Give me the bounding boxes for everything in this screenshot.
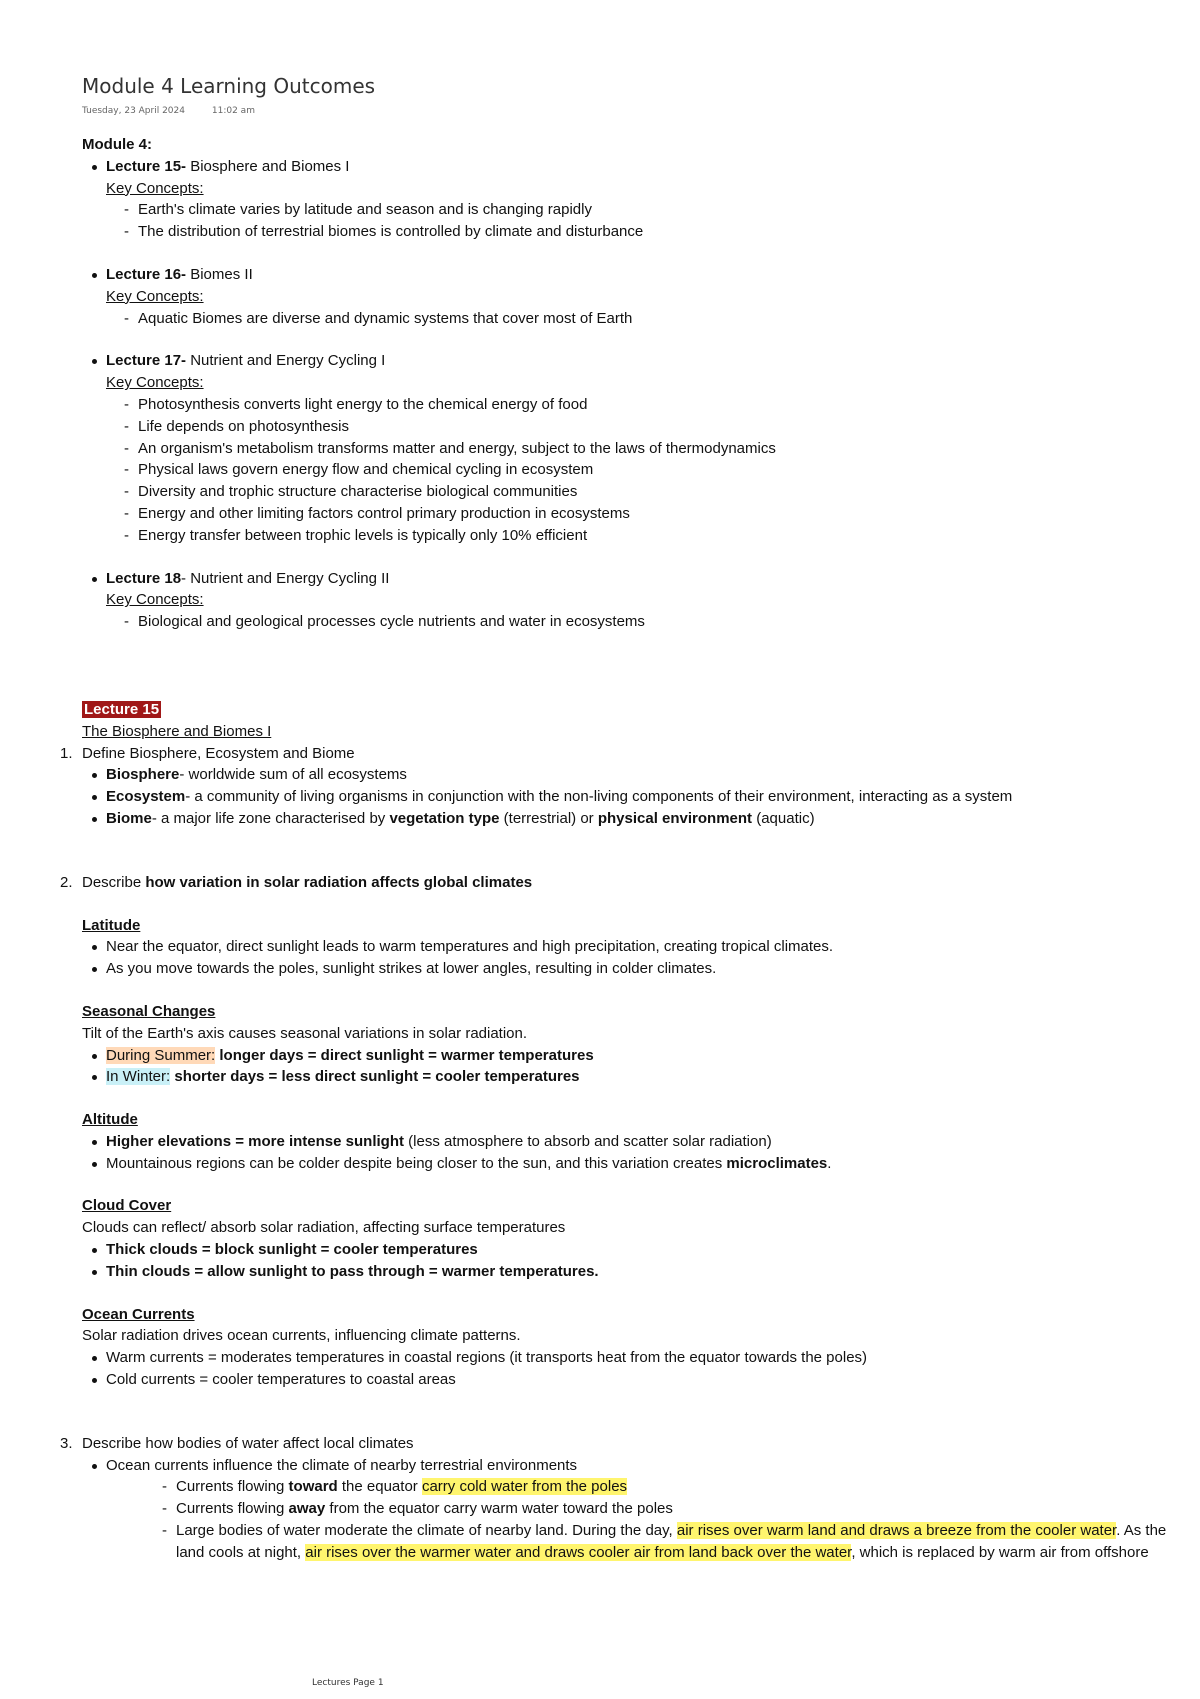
concept-list (106, 394, 1172, 547)
list-item-bold: microclimates (726, 1154, 828, 1172)
definition-list (82, 764, 1172, 829)
definition: - worldwide sum of all ecosystems (179, 766, 407, 784)
list-item: Near the equator, direct sunlight leads to warm temperatures and high precipitation, creating tropical climates. (106, 936, 1172, 958)
ocean-heading: Ocean Currents (82, 1305, 195, 1323)
water-list (82, 1455, 1172, 1477)
currents-list (82, 1476, 1172, 1563)
page-meta (82, 106, 255, 116)
definition-bold: physical environment (597, 809, 753, 827)
lecture-title: Biosphere and Biomes I (186, 157, 350, 175)
key-concepts-label: Key Concepts: (106, 287, 204, 305)
definition-bold: vegetation type (389, 809, 500, 827)
summer-text: longer days = direct sunlight = warmer temperatures (215, 1046, 594, 1064)
list-item (106, 1455, 1172, 1477)
question-text: Define Biosphere, Ecosystem and Biome (82, 744, 355, 762)
question-2 (60, 872, 1172, 894)
lecture-title: Biomes II (186, 265, 253, 283)
question-number: 1. (60, 744, 73, 762)
lecture-title: Nutrient and Energy Cycling I (186, 352, 386, 370)
page-date: Tuesday, 23 April 2024 (82, 106, 185, 116)
cloud-list (82, 1239, 1172, 1283)
list-item-text: . (827, 1154, 832, 1172)
question-1 (60, 743, 1172, 830)
list-item: Cold currents = cooler temperatures to coastal areas (106, 1369, 1172, 1391)
winter-highlight: In Winter: (106, 1068, 171, 1086)
ocean-list (82, 1347, 1172, 1391)
question-text: Describe how bodies of water affect local climates (82, 1434, 414, 1452)
list-item: Thick clouds = block sunlight = cooler temperatures (106, 1239, 1172, 1261)
lecture-15-section (60, 699, 1172, 1564)
lecture-label: Lecture 17- (106, 352, 187, 370)
concept-item: - Photosynthesis converts light energy to the chemical energy of food (138, 394, 1172, 416)
definition-item (106, 808, 1172, 830)
list-item: Warm currents = moderates temperatures in coastal regions (it transports heat from the equator towards the poles) (106, 1347, 1172, 1369)
yellow-highlight: carry cold water from the poles (421, 1478, 628, 1496)
list-item-text: , which is replaced by warm air from offshore (851, 1543, 1149, 1561)
concept-list (106, 611, 1172, 633)
concept-item: - Earth's climate varies by latitude and season and is changing rapidly (138, 199, 1172, 221)
page-title: Module 4 Learning Outcomes (82, 74, 376, 98)
concept-list (106, 308, 1172, 330)
cloud-heading: Cloud Cover (82, 1197, 172, 1215)
key-concepts-label: Key Concepts: (106, 591, 204, 609)
concept-item: - Life depends on photosynthesis (138, 416, 1172, 438)
list-item-bold: toward (288, 1478, 338, 1496)
list-item (176, 1520, 1172, 1564)
list-item: As you move towards the poles, sunlight strikes at lower angles, resulting in colder climates. (106, 958, 1172, 980)
latitude-list (82, 936, 1172, 980)
list-item (106, 1131, 1172, 1153)
page-footer: Lectures Page 1 (312, 1678, 384, 1688)
concept-item: - The distribution of terrestrial biomes is controlled by climate and disturbance (138, 221, 1172, 243)
concept-item: - Physical laws govern energy flow and chemical cycling in ecosystem (138, 459, 1172, 481)
yellow-highlight: air rises over the warmer water and draws cooler air from land back over the water (305, 1543, 852, 1561)
lecture-title: - Nutrient and Energy Cycling II (181, 569, 390, 587)
lecture-label: Lecture 16- (106, 265, 187, 283)
lecture-item (106, 568, 1172, 633)
question-text-bold: how variation in solar radiation affects global climates (145, 873, 533, 891)
question-text: Describe (82, 873, 146, 891)
concept-list (106, 199, 1172, 243)
list-item-text: (less atmosphere to absorb and scatter solar radiation) (404, 1132, 772, 1150)
lecture-item (106, 156, 1172, 264)
summer-highlight: During Summer: (106, 1046, 216, 1064)
ocean-intro: Solar radiation drives ocean currents, influencing climate patterns. (82, 1327, 521, 1345)
list-item-text: . As the land cools at night, (176, 1522, 1167, 1561)
concept-item: - An organism's metabolism transforms matter and energy, subject to the laws of thermodynamics (138, 438, 1172, 460)
term: Biosphere (106, 766, 180, 784)
lecture-label: Lecture 18 (106, 569, 182, 587)
concept-item: - Aquatic Biomes are diverse and dynamic systems that cover most of Earth (138, 308, 1172, 330)
term: Biome (106, 809, 152, 827)
list-item (176, 1498, 1172, 1520)
lecture-list (82, 156, 1172, 633)
list-item-text: Currents flowing (176, 1478, 289, 1496)
concept-item: - Diversity and trophic structure characterise biological communities (138, 481, 1172, 503)
cloud-intro: Clouds can reflect/ absorb solar radiation, affecting surface temperatures (82, 1219, 566, 1237)
lecture-label: Lecture 15- (106, 157, 187, 175)
list-item-text: Mountainous regions can be colder despite being closer to the sun, and this variation creates (106, 1154, 727, 1172)
note-content (60, 134, 1172, 1564)
list-item (176, 1476, 1172, 1498)
key-concepts-label: Key Concepts: (106, 374, 204, 392)
altitude-list (82, 1131, 1172, 1175)
list-item (106, 1153, 1172, 1175)
list-item-text: Ocean currents influence the climate of nearby terrestrial environments (106, 1456, 578, 1474)
definition: - a community of living organisms in conjunction with the non-living components of their environment, interacting as a system (185, 788, 1013, 806)
definition: - a major life zone characterised by (151, 809, 390, 827)
winter-text: shorter days = less direct sunlight = cooler temperatures (170, 1068, 580, 1086)
concept-item: - Biological and geological processes cycle nutrients and water in ecosystems (138, 611, 1172, 633)
list-item-text: the equator (337, 1478, 422, 1496)
page-time: 11:02 am (211, 106, 255, 116)
lecture-15-subtitle: The Biosphere and Biomes I (82, 722, 272, 740)
seasonal-intro: Tilt of the Earth's axis causes seasonal variations in solar radiation. (82, 1024, 528, 1042)
lecture-item (106, 264, 1172, 350)
list-item-text: from the equator carry warm water toward the poles (325, 1500, 673, 1518)
question-number: 2. (60, 873, 73, 891)
key-concepts-label: Key Concepts: (106, 179, 204, 197)
definition: (terrestrial) or (499, 809, 598, 827)
question-number: 3. (60, 1434, 73, 1452)
seasonal-list (82, 1045, 1172, 1089)
definition-item (106, 786, 1172, 808)
yellow-highlight: air rises over warm land and draws a breeze from the cooler water (676, 1522, 1117, 1540)
question-3 (60, 1433, 1172, 1564)
list-item-bold: Higher elevations = more intense sunlight (106, 1132, 404, 1150)
term: Ecosystem (106, 788, 186, 806)
altitude-heading: Altitude (82, 1111, 138, 1129)
list-item: Thin clouds = allow sunlight to pass through = warmer temperatures. (106, 1261, 1172, 1283)
concept-item: - Energy and other limiting factors control primary production in ecosystems (138, 503, 1172, 525)
list-item (106, 1066, 1172, 1088)
list-item-text: Large bodies of water moderate the climate of nearby land. During the day, (176, 1522, 677, 1540)
module-heading: Module 4: (82, 136, 152, 153)
concept-item: - Energy transfer between trophic levels is typically only 10% efficient (138, 525, 1172, 547)
latitude-heading: Latitude (82, 916, 141, 934)
definition: (aquatic) (752, 809, 815, 827)
list-item (106, 1045, 1172, 1067)
lecture-item (106, 350, 1172, 567)
list-item-bold: away (288, 1500, 326, 1518)
definition-item (106, 764, 1172, 786)
lecture-15-tag: Lecture 15 (84, 700, 160, 718)
list-item-text: Currents flowing (176, 1500, 289, 1518)
seasonal-heading: Seasonal Changes (82, 1002, 216, 1020)
